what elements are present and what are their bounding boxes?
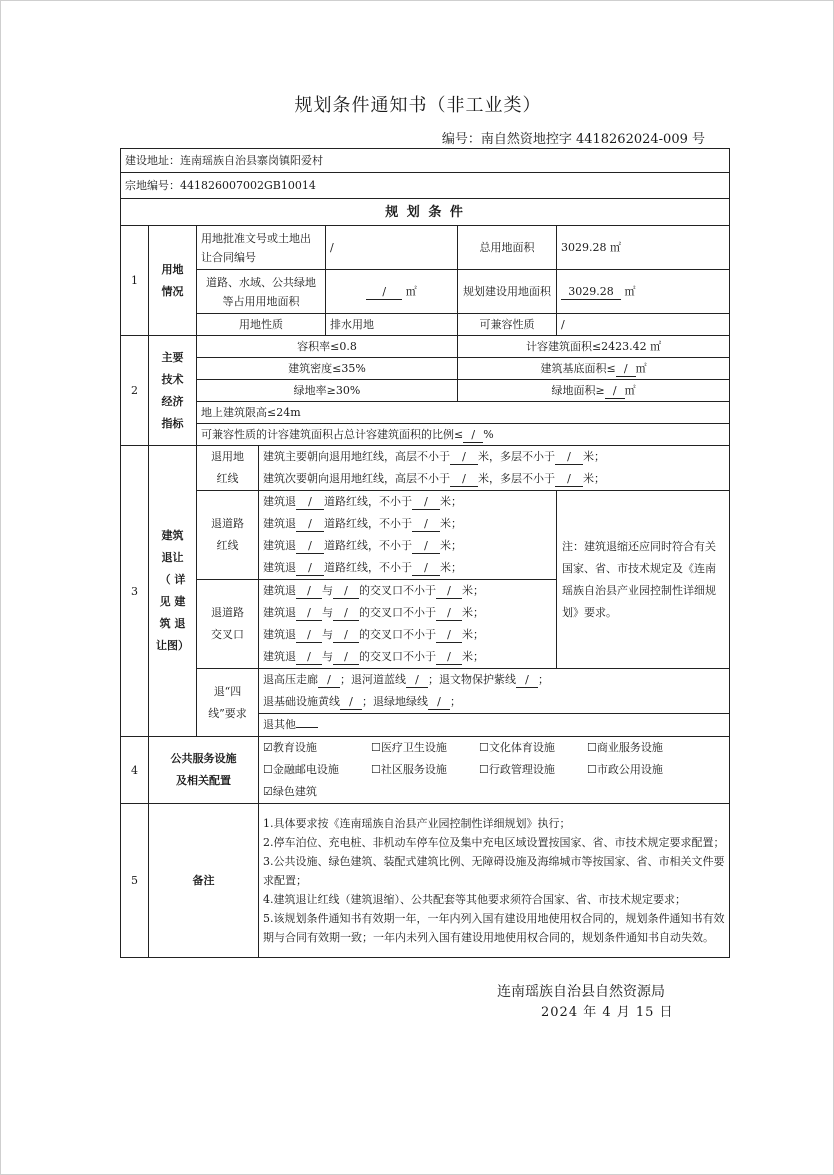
approval-value: / <box>326 226 458 270</box>
four-lines-row1: 退高压走廊 / ；退河道蓝线 / ；退文物保护紫线 / ； <box>263 673 549 686</box>
land-nature-value: 排水用地 <box>326 314 458 336</box>
setback-cross-line: 建筑退 / 与 / 的交叉口不小于 / 米； <box>263 628 484 641</box>
setback-road-label: 退道路 红线 <box>197 491 259 580</box>
compat-ratio-label: 可兼容性质的计容建筑面积占总计容建筑面积的比例≤ <box>201 428 464 441</box>
parcel-number: 宗地编号：441826007002GB10014 <box>121 173 730 199</box>
compat-nature-value: / <box>557 314 730 336</box>
four-lines-row2: 退基础设施黄线 / ；退绿地绿线 / ； <box>259 691 729 714</box>
facility-row2 <box>263 759 725 781</box>
remark-1: 1.具体要求按《连南瑶族自治县产业园控制性详细规划》执行； <box>263 817 571 830</box>
four-lines-other: 退其他 <box>259 714 729 736</box>
setback-road-line: 建筑退 / 道路红线，不小于 / 米； <box>263 517 462 530</box>
construction-address: 建设地址：连南瑶族自治县寨岗镇阳爱村 <box>121 149 730 173</box>
total-area-label: 总用地面积 <box>458 226 557 270</box>
facility-option-green-building[interactable]: ☑绿色建筑 <box>263 785 317 798</box>
road-area-unit: ㎡ <box>405 285 417 298</box>
total-area-value: 3029.28 ㎡ <box>557 226 730 270</box>
plan-area-value: 3029.28 <box>561 285 621 300</box>
issuing-organization: 连南瑶族自治县自然资源局 <box>497 984 665 1000</box>
checkbox-icon: ☐ <box>587 763 597 776</box>
setback-cross-line: 建筑退 / 与 / 的交叉口不小于 / 米； <box>263 650 484 663</box>
base-area-unit: ㎡ <box>635 362 647 375</box>
remark-4: 4.建筑退让红线（建筑退缩）、公共配套等其他要求须符合国家、省、市技术规定要求； <box>263 893 686 906</box>
s1-number: 1 <box>121 226 149 336</box>
facility-option-education[interactable]: ☑教育设施 <box>263 741 317 754</box>
approval-label: 用地批准文号或土地出让合同编号 <box>197 226 326 270</box>
s1-name: 用地 情况 <box>149 226 197 336</box>
facility-row1 <box>263 737 725 759</box>
facility-option-finance-post[interactable]: ☐金融邮电设施 <box>263 763 339 776</box>
green-rate: 绿地率≥30% <box>197 380 458 402</box>
setback-land-label: 退用地 红线 <box>197 446 259 491</box>
green-area-unit: ㎡ <box>624 384 636 397</box>
facility-option-commercial[interactable]: ☐商业服务设施 <box>587 741 663 754</box>
checkbox-icon: ☐ <box>263 763 273 776</box>
base-area-value: / <box>616 362 636 377</box>
plan-area-label: 规划建设用地面积 <box>458 270 557 314</box>
s2-name: 主要 技术 经济 指标 <box>149 336 197 446</box>
setback-four-lines-label: 退“四 线”要求 <box>197 669 259 737</box>
remark-3: 3.公共设施、绿色建筑、装配式建筑比例、无障碍设施及海绵城市等按国家、省、市相关文件要求配置； <box>263 855 725 887</box>
document-title: 规划条件通知书（非工业类） <box>294 95 542 116</box>
plan-area-unit: ㎡ <box>624 285 636 298</box>
compat-nature-label: 可兼容性质 <box>458 314 557 336</box>
height-limit: 地上建筑限高≤24m <box>197 402 730 424</box>
far-area: 计容建筑面积≤2423.42 ㎡ <box>458 336 730 358</box>
section-title: 规 划 条 件 <box>121 199 730 226</box>
facility-option-municipal[interactable]: ☐市政公用设施 <box>587 763 663 776</box>
facility-option-administration[interactable]: ☐行政管理设施 <box>479 763 555 776</box>
setback-cross-label: 退道路 交叉口 <box>197 580 259 669</box>
checkbox-icon: ☐ <box>371 763 381 776</box>
s5-name: 备注 <box>149 804 259 958</box>
setback-road-line: 建筑退 / 道路红线，不小于 / 米； <box>263 539 462 552</box>
s5-number: 5 <box>121 804 149 958</box>
green-area-value: / <box>605 384 625 399</box>
far: 容积率≤0.8 <box>197 336 458 358</box>
s4-number: 4 <box>121 737 149 804</box>
remark-5: 5.该规划条件通知书有效期一年，一年内列入国有建设用地使用权合同的，规划条件通知书有效期与合同有效期一致；一年内未列入国有建设用地使用权合同的，规划条件通知书自动失效。 <box>263 912 725 944</box>
setback-road-line: 建筑退 / 道路红线，不小于 / 米； <box>263 561 462 574</box>
s3-number: 3 <box>121 446 149 737</box>
facility-row3 <box>263 781 725 803</box>
facility-option-medical[interactable]: ☐医疗卫生设施 <box>371 741 447 754</box>
issue-date: 2024 年 4 月 15 日 <box>541 1005 674 1020</box>
checkbox-icon: ☐ <box>587 741 597 754</box>
checkbox-icon: ☐ <box>479 741 489 754</box>
document-number: 编号：南自然资地控字 4418262024-009 号 <box>441 132 705 147</box>
setback-cross-line: 建筑退 / 与 / 的交叉口不小于 / 米； <box>263 584 484 597</box>
setback-note: 注：建筑退缩还应同时符合有关国家、省、市技术规定及《连南瑶族自治县产业园控制性详细规划》要求。 <box>557 491 730 669</box>
compat-ratio-unit: % <box>483 428 494 441</box>
land-nature-label: 用地性质 <box>197 314 326 336</box>
remark-2: 2.停车泊位、充电桩、非机动车停车位及集中充电区域设置按国家、省、市技术规定要求配置； <box>263 836 725 849</box>
base-area-label: 建筑基底面积≤ <box>540 362 616 375</box>
setback-cross-line: 建筑退 / 与 / 的交叉口不小于 / 米； <box>263 606 484 619</box>
road-area-label: 道路、水域、公共绿地等占用用地面积 <box>197 270 326 314</box>
setback-land-secondary: 建筑次要朝向退用地红线，高层不小于 / 米，多层不小于 / 米； <box>263 472 605 485</box>
checkbox-checked-icon: ☑ <box>263 741 273 754</box>
compat-ratio-value: / <box>463 428 483 443</box>
s3-name: 建筑 退让 （ 详 见 建 筑 退 让图） <box>149 446 197 737</box>
setback-road-line: 建筑退 / 道路红线，不小于 / 米； <box>263 495 462 508</box>
s2-number: 2 <box>121 336 149 446</box>
green-area-label: 绿地面积≥ <box>551 384 605 397</box>
checkbox-checked-icon: ☑ <box>263 785 273 798</box>
facility-option-community[interactable]: ☐社区服务设施 <box>371 763 447 776</box>
checkbox-icon: ☐ <box>371 741 381 754</box>
facility-option-culture-sports[interactable]: ☐文化体育设施 <box>479 741 555 754</box>
conditions-table <box>120 148 730 958</box>
s4-name: 公共服务设施 及相关配置 <box>149 737 259 804</box>
setback-land-main: 建筑主要朝向退用地红线，高层不小于 / 米，多层不小于 / 米； <box>263 450 605 463</box>
checkbox-icon: ☐ <box>479 763 489 776</box>
building-density: 建筑密度≤35% <box>197 358 458 380</box>
road-area-value: / <box>366 285 402 300</box>
